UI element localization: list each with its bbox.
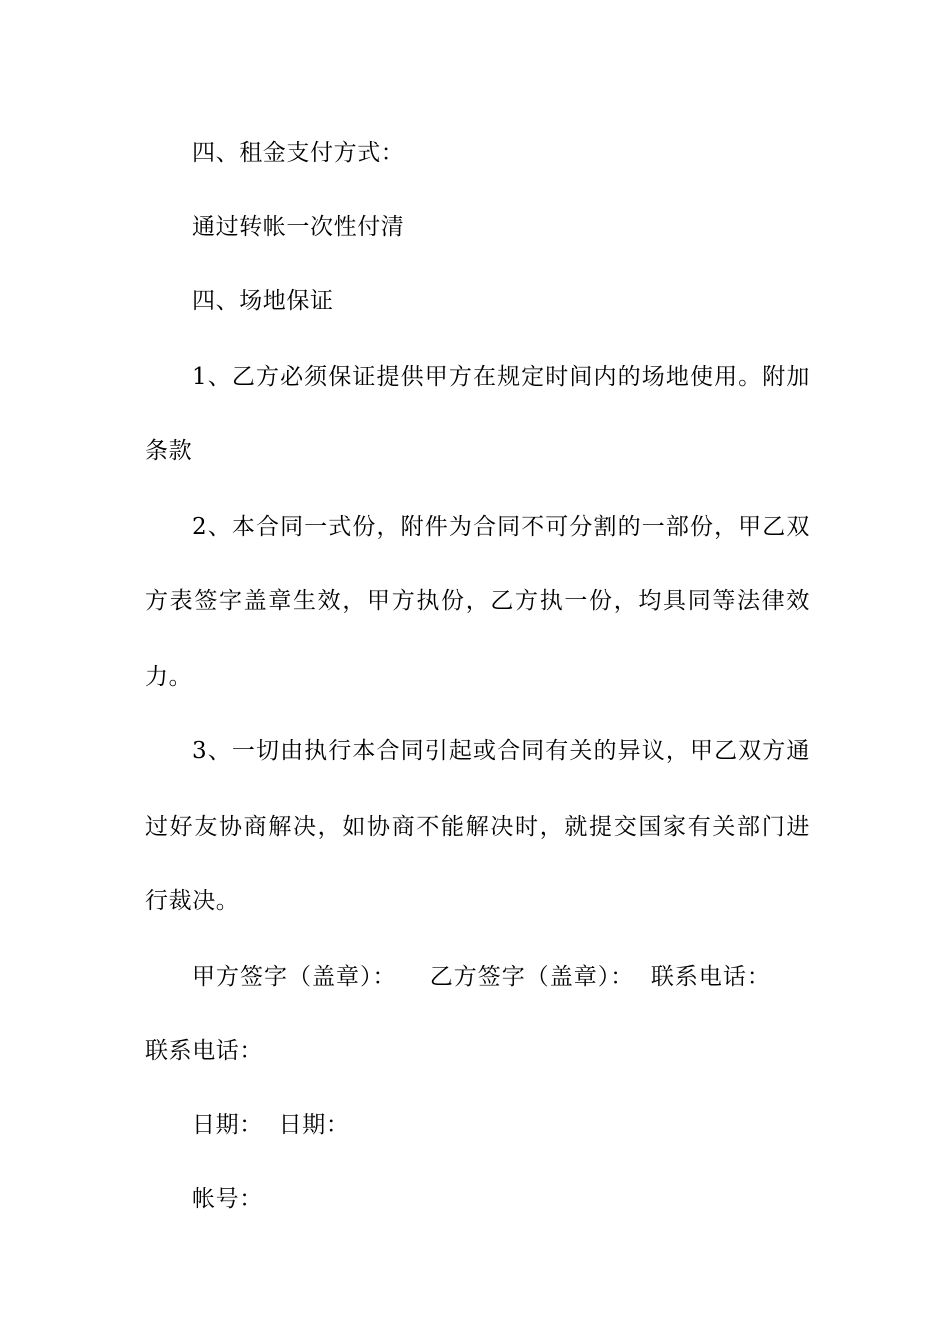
section-heading-rent-payment: 四、租金支付方式：: [192, 140, 405, 166]
paragraph-line: 条款: [145, 438, 193, 464]
date-line: 日期： 日期：: [192, 1112, 350, 1138]
paragraph-line: 行裁决。: [145, 888, 240, 914]
paragraph-line: 1、乙方必须保证提供甲方在规定时间内的场地使用。附加: [192, 364, 810, 390]
paragraph-line: 3、一切由执行本合同引起或合同有关的异议，甲乙双方通: [192, 738, 810, 764]
account-number-line: 帐号：: [192, 1186, 263, 1212]
contact-phone-line: 联系电话：: [145, 1038, 263, 1064]
section-heading-venue-guarantee: 四、场地保证: [192, 288, 334, 314]
paragraph-line: 过好友协商解决，如协商不能解决时，就提交国家有关部门进: [145, 814, 810, 840]
paragraph-line: 2、本合同一式份，附件为合同不可分割的一部份，甲乙双: [192, 514, 810, 540]
paragraph-line: 方表签字盖章生效，甲方执份，乙方执一份，均具同等法律效: [145, 588, 810, 614]
paragraph-line: 力。: [145, 664, 193, 690]
signature-line: 甲方签字（盖章）： 乙方签字（盖章）： 联系电话：: [192, 964, 771, 990]
paragraph-line: 通过转帐一次性付清: [192, 214, 405, 240]
